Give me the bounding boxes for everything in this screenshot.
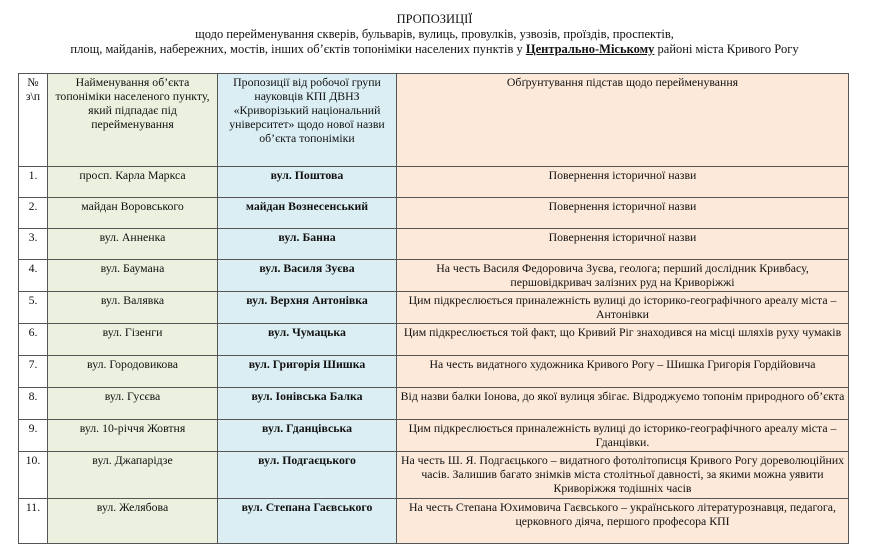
document-title: ПРОПОЗИЦІЇ bbox=[396, 12, 473, 26]
district-name: Центрально-Міському bbox=[525, 42, 655, 56]
row-new-name: вул. Чумацька bbox=[218, 324, 397, 356]
row-number: 5. bbox=[19, 292, 48, 324]
table-row bbox=[19, 356, 849, 388]
row-object: вул. Валявка bbox=[48, 292, 218, 324]
table-header-row bbox=[19, 74, 849, 167]
row-reason: Повернення історичної назви bbox=[397, 198, 849, 229]
row-new-name: вул. Степана Гаєвського bbox=[218, 499, 397, 544]
row-new-name: вул. Іонівська Балка bbox=[218, 388, 397, 420]
document-subtitle-line1: щодо перейменування скверів, бульварів, вулиць, провулків, узвозів, проїздів, проспектів, bbox=[195, 27, 674, 41]
renaming-proposals-table bbox=[18, 73, 849, 544]
header-new-name: Пропозиції від робочої групи науковців КПІ ДВНЗ «Криворізький національний університет» щодо нової назви об’єкта топоніміки bbox=[218, 74, 397, 167]
row-number: 1. bbox=[19, 167, 48, 198]
row-reason: На честь Ш. Я. Подгаєцького – видатного фотолітописця Кривого Рогу дореволюційних часів. Залишив багато знімків міста столітньої давності, за якими можна уявити Криворіжжя тодішніх часів bbox=[397, 452, 849, 499]
header-object: Найменування об’єкта топоніміки населеного пункту, який підпадає під перейменування bbox=[48, 74, 218, 167]
table-row bbox=[19, 198, 849, 229]
row-reason: Цим підкреслюється той факт, що Кривий Ріг знаходився на місці шляхів руху чумаків bbox=[397, 324, 849, 356]
row-number: 7. bbox=[19, 356, 48, 388]
row-object: вул. Гусєва bbox=[48, 388, 218, 420]
row-reason: На честь видатного художника Кривого Рогу – Шишка Григорія Гордійовича bbox=[397, 356, 849, 388]
table-row bbox=[19, 388, 849, 420]
row-reason: Цим підкреслюється приналежність вулиці до історико-географічного ареалу міста – Гданцівки. bbox=[397, 420, 849, 452]
table-row bbox=[19, 260, 849, 292]
row-number: 8. bbox=[19, 388, 48, 420]
row-new-name: вул. Григорія Шишка bbox=[218, 356, 397, 388]
row-number: 4. bbox=[19, 260, 48, 292]
row-number: 11. bbox=[19, 499, 48, 544]
row-new-name: вул. Банна bbox=[218, 229, 397, 260]
table-row bbox=[19, 324, 849, 356]
row-new-name: вул. Подгаєцького bbox=[218, 452, 397, 499]
row-object: вул. Баумана bbox=[48, 260, 218, 292]
row-object: вул. Городовикова bbox=[48, 356, 218, 388]
row-new-name: вул. Гданцівська bbox=[218, 420, 397, 452]
row-number: 6. bbox=[19, 324, 48, 356]
row-number: 2. bbox=[19, 198, 48, 229]
row-object: вул. Анненка bbox=[48, 229, 218, 260]
row-object: вул. 10-річчя Жовтня bbox=[48, 420, 218, 452]
header-reason: Обґрунтування підстав щодо перейменування bbox=[397, 74, 849, 167]
subtitle-line2-end: районі міста Кривого Рогу bbox=[654, 42, 799, 56]
row-reason: Повернення історичної назви bbox=[397, 229, 849, 260]
row-number: 9. bbox=[19, 420, 48, 452]
row-number: 10. bbox=[19, 452, 48, 499]
table-row bbox=[19, 452, 849, 499]
row-new-name: вул. Верхня Антонівка bbox=[218, 292, 397, 324]
row-reason: Цим підкреслюється приналежність вулиці до історико-географічного ареалу міста – Антонівки bbox=[397, 292, 849, 324]
row-object: майдан Воровського bbox=[48, 198, 218, 229]
row-new-name: вул. Поштова bbox=[218, 167, 397, 198]
document-subtitle-line2 bbox=[0, 42, 869, 57]
table-row bbox=[19, 167, 849, 198]
document-heading bbox=[0, 12, 869, 57]
row-reason: На честь Степана Юхимовича Гаєвського – українського літературознавця, педагога, церковного діяча, першого професора КПІ bbox=[397, 499, 849, 544]
table-row bbox=[19, 420, 849, 452]
row-new-name: майдан Вознесенський bbox=[218, 198, 397, 229]
subtitle-line2-start: площ, майданів, набережних, мостів, інших об’єктів топоніміки населених пунктів у bbox=[70, 42, 526, 56]
row-object: вул. Джапарідзе bbox=[48, 452, 218, 499]
header-number: № з\п bbox=[19, 74, 48, 167]
table-row bbox=[19, 292, 849, 324]
table-row bbox=[19, 499, 849, 544]
row-number: 3. bbox=[19, 229, 48, 260]
row-object: вул. Желябова bbox=[48, 499, 218, 544]
row-reason: Від назви балки Іонова, до якої вулиця збігає. Відроджуємо топонім природного об’єкта bbox=[397, 388, 849, 420]
row-reason: Повернення історичної назви bbox=[397, 167, 849, 198]
row-object: просп. Карла Маркса bbox=[48, 167, 218, 198]
table-row bbox=[19, 229, 849, 260]
row-new-name: вул. Василя Зуєва bbox=[218, 260, 397, 292]
row-object: вул. Гізенги bbox=[48, 324, 218, 356]
row-reason: На честь Василя Федоровича Зуєва, геолога; перший дослідник Кривбасу, першовідкривач залізних руд на Криворіжжі bbox=[397, 260, 849, 292]
